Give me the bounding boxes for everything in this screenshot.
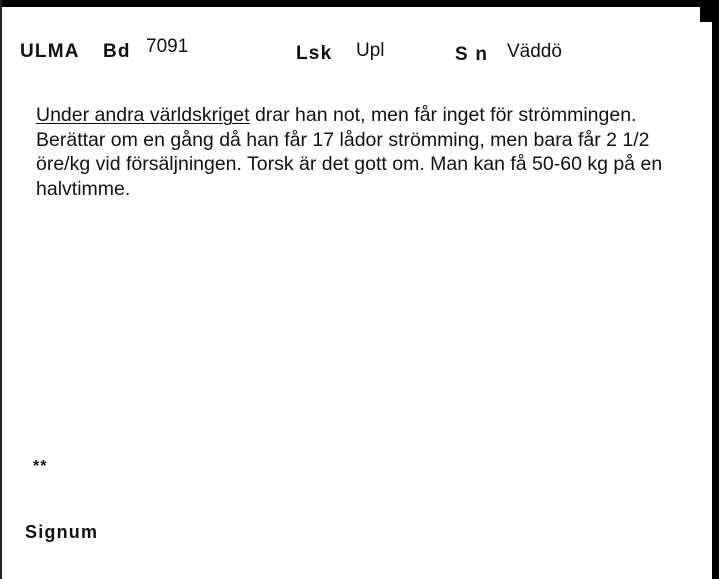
collection-label: ULMA bbox=[20, 41, 80, 62]
bd-number: 7091 bbox=[146, 36, 189, 57]
sn-label: S n bbox=[455, 44, 489, 65]
lsk-label: Lsk bbox=[296, 43, 333, 64]
signum-label: Signum bbox=[25, 522, 99, 542]
lsk-value: Upl bbox=[356, 40, 385, 61]
card-right-edge bbox=[712, 0, 719, 579]
sn-value: Väddö bbox=[507, 41, 562, 62]
record-lead-underlined: Under andra världskriget bbox=[36, 104, 250, 126]
record-text bbox=[36, 103, 686, 201]
record-text-rest: drar han not, men får inget för strömmingen. Berättar om en gång då han får 17 lådor strömming, men bara får 2 1/2 öre/kg vid försäljningen. Torsk är det gott om. Man kan få 50-60 kg på en halvtimme. bbox=[36, 104, 663, 200]
card-corner-tab bbox=[700, 0, 719, 22]
bd-label: Bd bbox=[103, 41, 131, 62]
card-left-edge bbox=[0, 0, 2, 579]
card-top-edge bbox=[0, 0, 719, 7]
stars-marker: ** bbox=[33, 458, 48, 475]
